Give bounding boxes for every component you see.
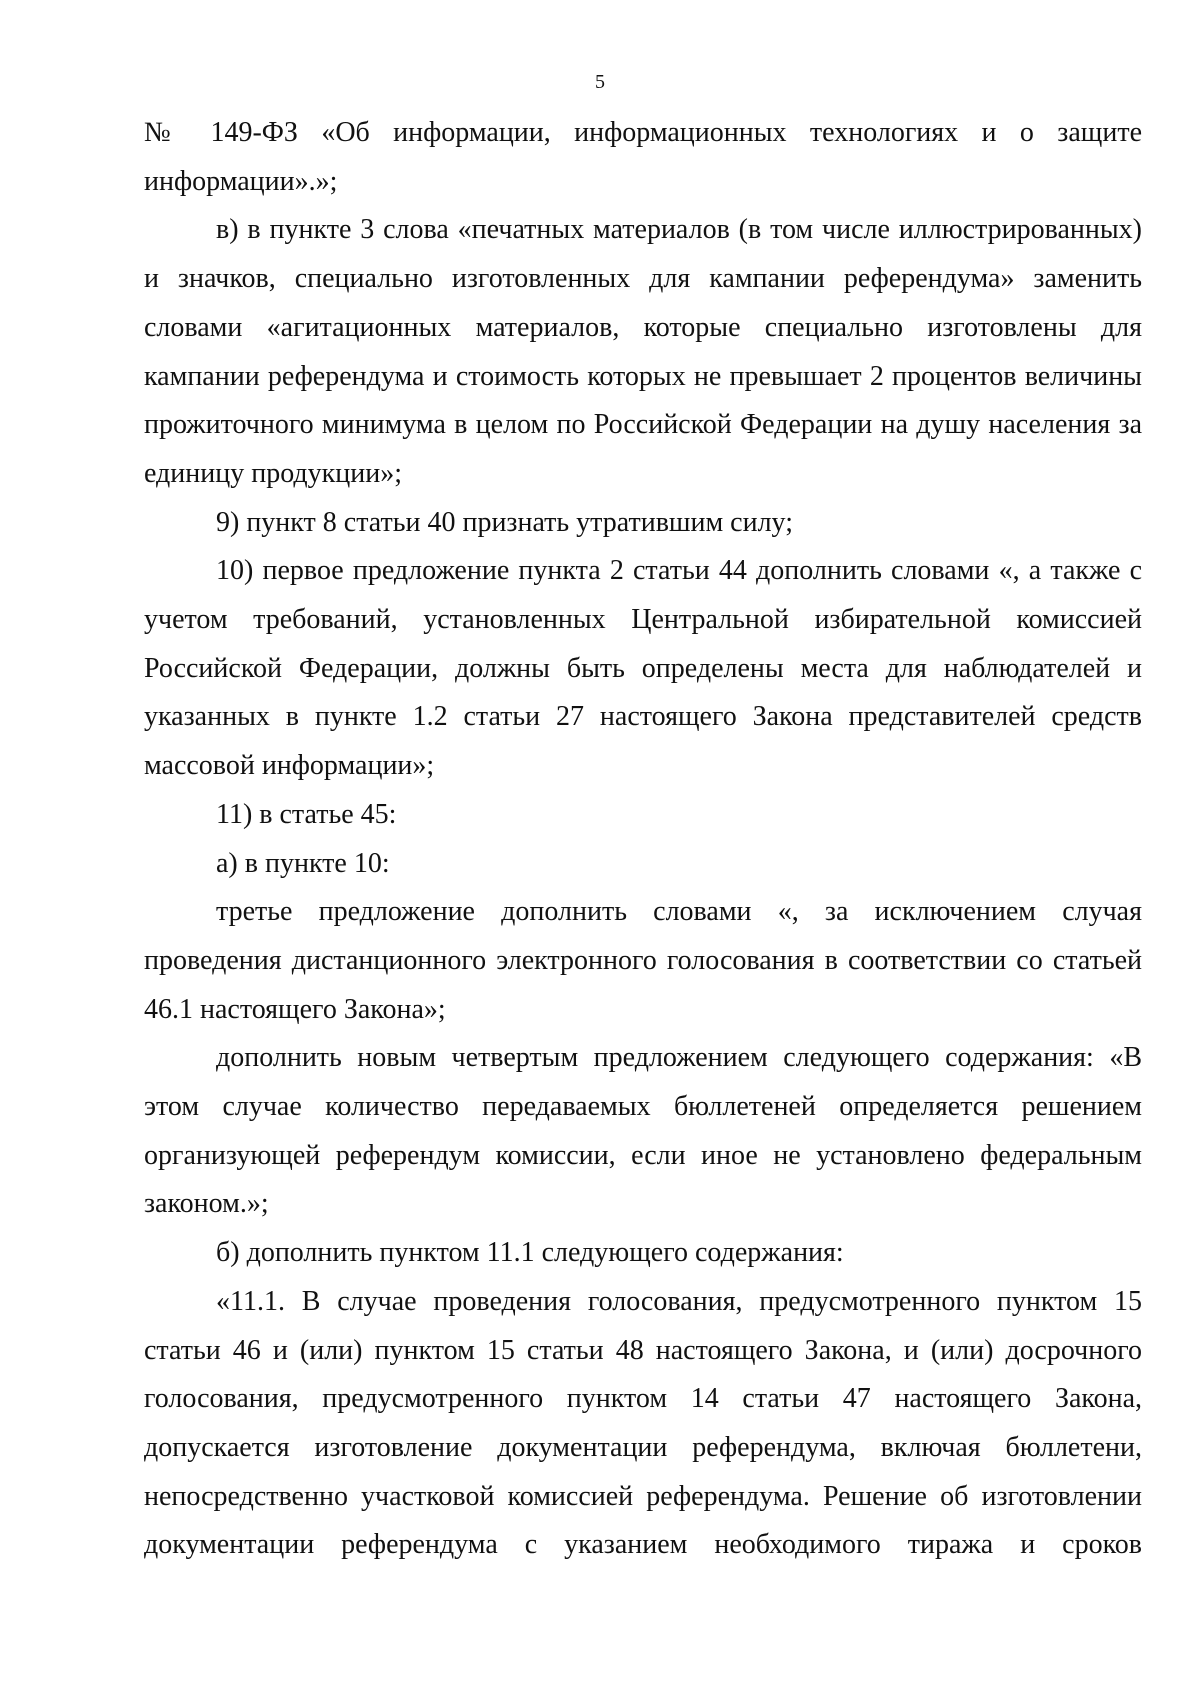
paragraph-item-11-1: «11.1. В случае проведения голосования, предусмотренного пунктом 15 статьи 46 и (или) пунктом 15 статьи 48 настоящего Закона, и (или) досрочного голосования, предусмотренного пунктом 14 статьи 47 настоящего Закона, допускается изготовление документации референдума, включая бюллетени, непосредственно участковой комиссией референдума. Решение об изготовлении документации референдума с указанием необходимого тиража и сроков xyxy=(144,1285,1142,1561)
paragraph-item-9: 9) пункт 8 статьи 40 признать утратившим силу; xyxy=(216,506,793,538)
paragraph-item-v: в) в пункте 3 слова «печатных материалов (в том числе иллюстрированных) и значков, специально изготовленных для кампании референдума» заменить словами «агитационных материалов, которые специально изготовлены для кампании референдума и стоимость которых не превышает 2 процентов величины прожиточного минимума в целом по Российской Федерации на душу населения за единицу продукции»; xyxy=(144,214,1142,489)
page-number: 5 xyxy=(595,71,605,93)
paragraph-third-sentence: третье предложение дополнить словами «, за исключением случая проведения дистанционного электронного голосования в соответствии со статьей 46.1 настоящего Закона»; xyxy=(144,896,1142,1025)
paragraph-continuation: № 149-ФЗ «Об информации, информационных технологиях и о защите информации».»; xyxy=(144,117,1142,197)
paragraph-item-11: 11) в статье 45: xyxy=(216,798,397,830)
document-body xyxy=(144,109,1142,1570)
paragraph-item-b: б) дополнить пунктом 11.1 следующего содержания: xyxy=(216,1237,844,1269)
paragraph-item-10: 10) первое предложение пункта 2 статьи 44 дополнить словами «, а также с учетом требований, установленных Центральной избирательной комиссией Российской Федерации, должны быть определены места для наблюдателей и указанных в пункте 1.2 статьи 27 настоящего Закона представителей средств массовой информации»; xyxy=(144,555,1142,782)
paragraph-fourth-sentence: дополнить новым четвертым предложением следующего содержания: «В этом случае количество передаваемых бюллетеней определяется решением организующей референдум комиссии, если иное не установлено федеральным законом.»; xyxy=(144,1042,1142,1220)
paragraph-item-a: а) в пункте 10: xyxy=(216,847,390,879)
